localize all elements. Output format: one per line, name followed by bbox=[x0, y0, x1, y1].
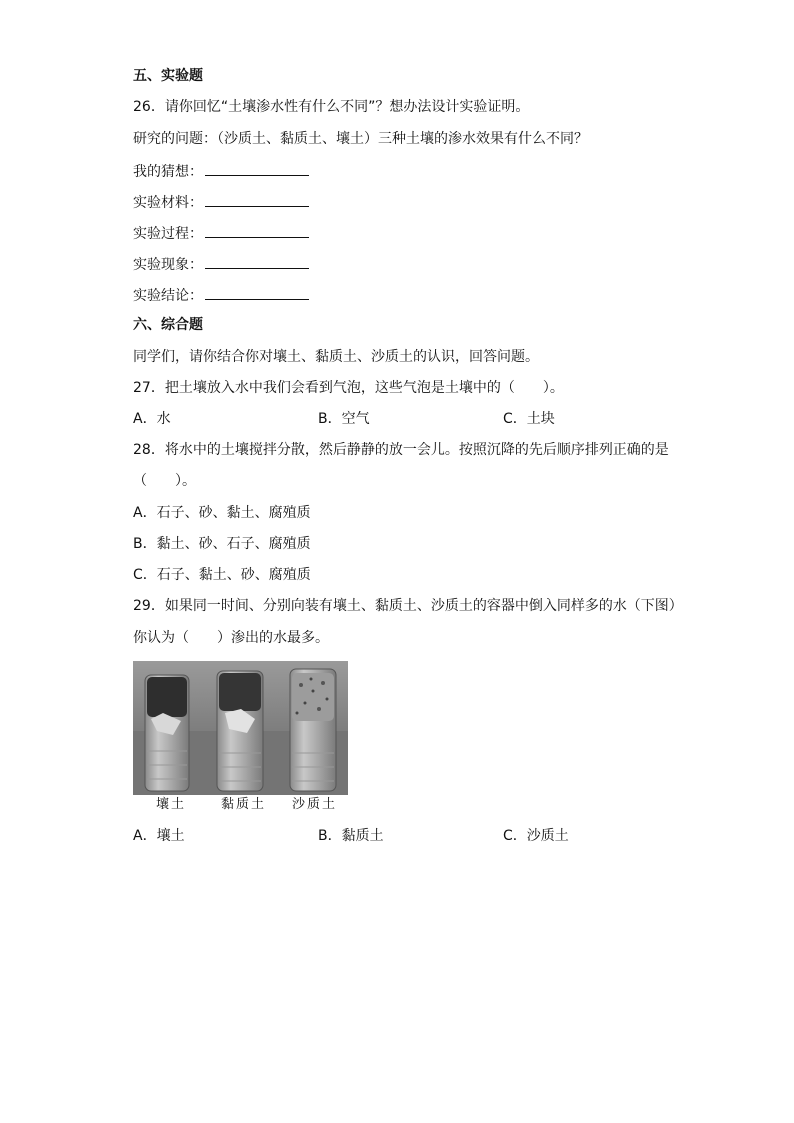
question-27-text: 27．把土壤放入水中我们会看到气泡，这些气泡是土壤中的（ ）。 bbox=[133, 380, 564, 396]
answer-blank[interactable] bbox=[205, 285, 309, 300]
q29-option-b[interactable]: B．黏质土 bbox=[318, 828, 384, 844]
caption-loam: 壤土 bbox=[156, 797, 187, 812]
field-phenomenon bbox=[133, 254, 309, 274]
bottle-sandy bbox=[290, 669, 336, 791]
q27-option-a[interactable]: A．水 bbox=[133, 411, 171, 427]
field-label: 实验材料： bbox=[133, 195, 203, 211]
question-26-text: 26．请你回忆“土壤渗水性有什么不同”？想办法设计实验证明。 bbox=[133, 99, 530, 115]
field-conclusion bbox=[133, 285, 309, 305]
question-29-text-line1: 29．如果同一时间、分别向装有壤土、黏质土、沙质土的容器中倒入同样多的水（下图） bbox=[133, 598, 683, 614]
bottle-loam bbox=[145, 675, 189, 791]
bottle-clay bbox=[217, 671, 263, 791]
answer-blank[interactable] bbox=[205, 254, 309, 269]
q28-option-b[interactable]: B．黏土、砂、石子、腐殖质 bbox=[133, 536, 311, 552]
field-materials bbox=[133, 192, 309, 212]
field-process bbox=[133, 223, 309, 243]
caption-sandy: 沙质土 bbox=[292, 797, 338, 812]
section-heading-experiment: 五、实验题 bbox=[133, 68, 203, 84]
answer-blank[interactable] bbox=[205, 192, 309, 207]
question-28-text-line1: 28．将水中的土壤搅拌分散，然后静静的放一会儿。按照沉降的先后顺序排列正确的是 bbox=[133, 442, 669, 458]
q27-option-b[interactable]: B．空气 bbox=[318, 411, 370, 427]
q29-option-c[interactable]: C．沙质土 bbox=[503, 828, 569, 844]
answer-blank[interactable] bbox=[205, 161, 309, 176]
research-question: 研究的问题：（沙质土、黏质土、壤土）三种土壤的渗水效果有什么不同？ bbox=[133, 131, 588, 147]
caption-clay: 黏质土 bbox=[221, 797, 267, 812]
q29-option-a[interactable]: A．壤土 bbox=[133, 828, 185, 844]
answer-blank[interactable] bbox=[205, 223, 309, 238]
q28-option-a[interactable]: A．石子、砂、黏土、腐殖质 bbox=[133, 505, 311, 521]
section-heading-comprehensive: 六、综合题 bbox=[133, 317, 203, 333]
field-label: 实验结论： bbox=[133, 288, 203, 304]
soil-bottles-illustration bbox=[133, 661, 348, 795]
q27-option-c[interactable]: C．土块 bbox=[503, 411, 555, 427]
field-label: 实验过程： bbox=[133, 226, 203, 242]
field-hypothesis bbox=[133, 161, 309, 181]
soil-bottles-photo bbox=[133, 661, 348, 795]
field-label: 实验现象： bbox=[133, 257, 203, 273]
question-28-text-line2: （ ）。 bbox=[133, 473, 196, 489]
field-label: 我的猜想： bbox=[133, 164, 203, 180]
section-intro: 同学们，请你结合你对壤土、黏质土、沙质土的认识，回答问题。 bbox=[133, 349, 539, 365]
question-29-text-line2: 你认为（ ）渗出的水最多。 bbox=[133, 630, 329, 646]
q28-option-c[interactable]: C．石子、黏土、砂、腐殖质 bbox=[133, 567, 311, 583]
